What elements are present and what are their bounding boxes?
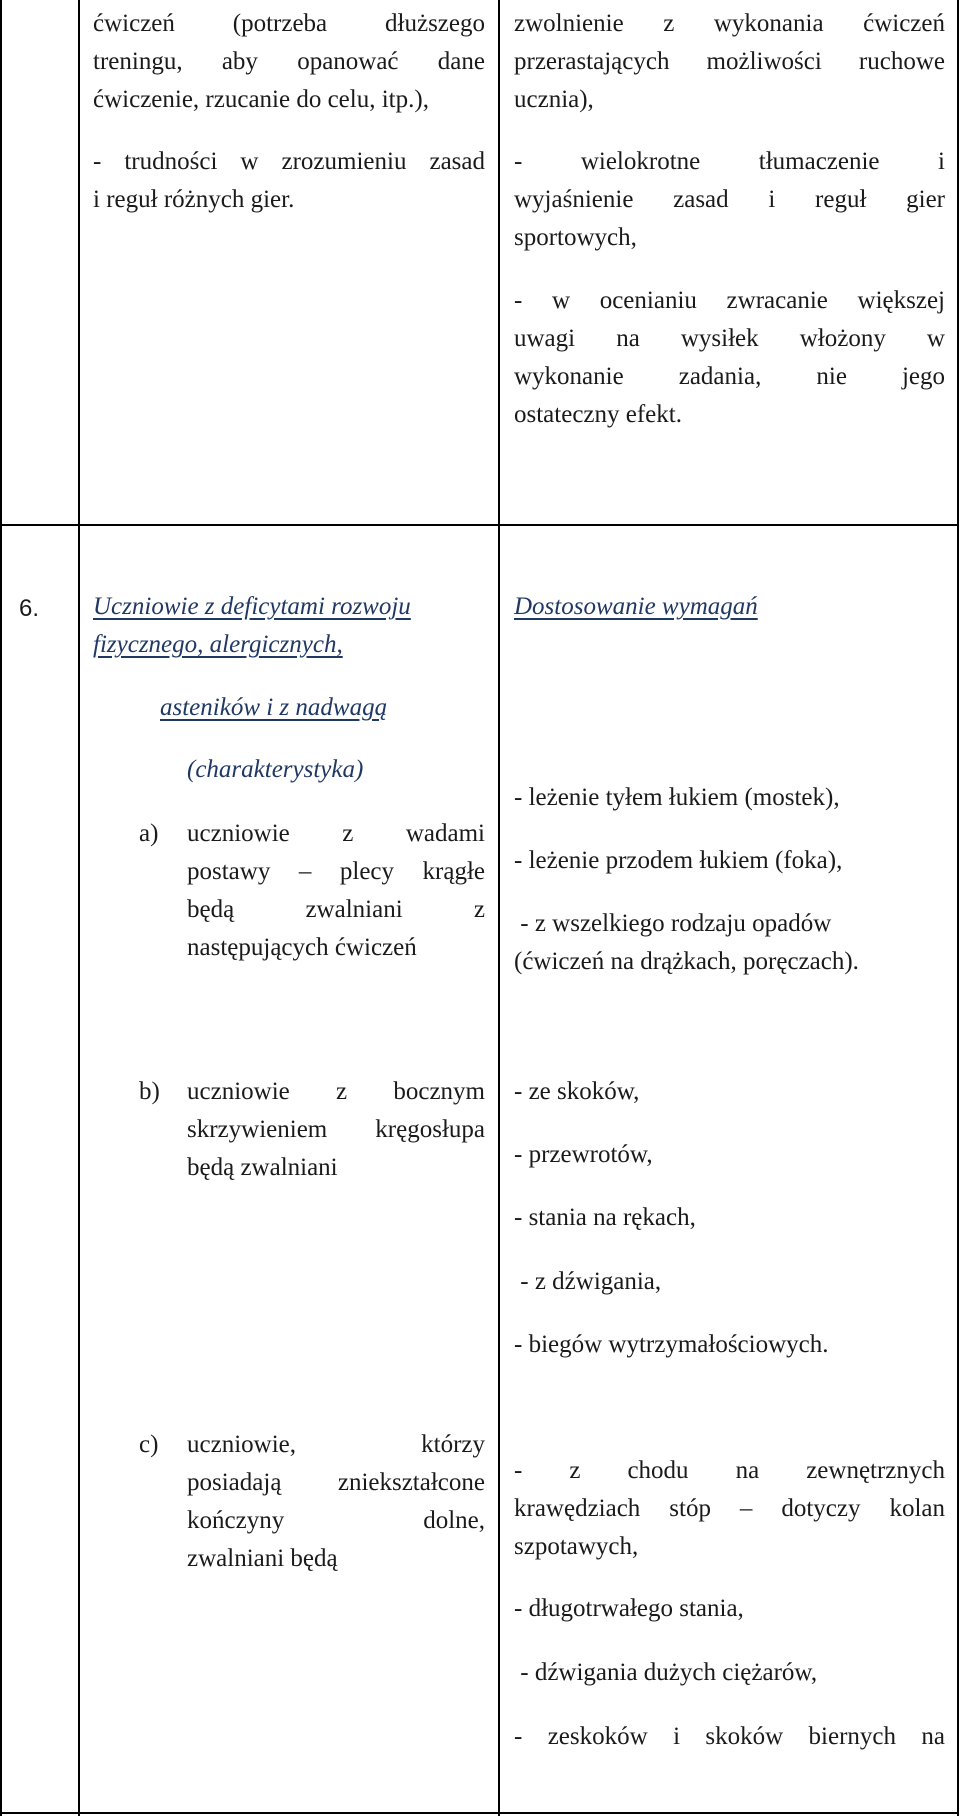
text-line: ćwiczeń (potrzeba dłuższego — [93, 10, 485, 37]
text-line: treningu, aby opanować dane — [93, 48, 485, 75]
row-number: 6. — [19, 595, 40, 622]
item-b-text — [187, 1073, 485, 1187]
b-requirement-5: - biegów wytrzymałościowych. — [514, 1331, 829, 1358]
text-line: uczniowie z bocznym — [187, 1078, 485, 1105]
row6-col3-heading: Dostosowanie wymagań — [514, 593, 758, 620]
text-line: następujących ćwiczeń — [187, 934, 417, 961]
text-line: będą zwalniani z — [187, 896, 485, 923]
text-line: wyjaśnienie zasad i reguł gier — [514, 186, 945, 213]
item-c-text — [187, 1426, 485, 1578]
table-border-bottom — [0, 1812, 959, 1814]
text-line: postawy – plecy krągłe — [187, 858, 485, 885]
row5-col2-paragraph-2 — [93, 143, 485, 219]
text-line: zwalniani będą — [187, 1545, 338, 1572]
c-requirement-1 — [514, 1452, 945, 1566]
item-a-label: a) — [139, 820, 159, 847]
row6-heading-line-2: fizycznego, alergicznych, — [93, 631, 343, 658]
text-line: kończyny dolne, — [187, 1507, 485, 1534]
b-requirement-3: - stania na rękach, — [514, 1204, 696, 1231]
row6-heading-line-1: Uczniowie z deficytami rozwoju — [93, 593, 411, 620]
a-requirement-3: - z wszelkiego rodzaju opadów — [514, 910, 832, 937]
row6-heading-line-3: asteników i z nadwagą — [160, 694, 388, 721]
c-requirement-3: - dźwigania dużych ciężarów, — [514, 1659, 818, 1686]
table-border-left — [0, 0, 2, 1816]
c-requirement-4: - zeskoków i skoków biernych na — [514, 1723, 945, 1750]
row6-subheading: (charakterystyka) — [187, 756, 364, 783]
text-line: ucznia), — [514, 86, 594, 113]
text-line: uczniowie, którzy — [187, 1431, 485, 1458]
b-requirement-4: - z dźwigania, — [514, 1268, 662, 1295]
text-line: - w ocenianiu zwracanie większej — [514, 287, 945, 314]
text-line: ćwiczenie, rzucanie do celu, itp.), — [93, 86, 429, 113]
c-requirement-2: - długotrwałego stania, — [514, 1595, 744, 1622]
text-line: posiadają zniekształcone — [187, 1469, 485, 1496]
item-c-label: c) — [139, 1431, 159, 1458]
text-line: przerastających możliwości ruchowe — [514, 48, 945, 75]
a-requirement-1: - leżenie tyłem łukiem (mostek), — [514, 784, 840, 811]
item-a-text — [187, 815, 485, 967]
b-requirement-2: - przewrotów, — [514, 1141, 653, 1168]
text-line: będą zwalniani — [187, 1154, 338, 1181]
text-line: szpotawych, — [514, 1533, 639, 1560]
text-line: uczniowie z wadami — [187, 820, 485, 847]
text-line: uwagi na wysiłek włożony w — [514, 325, 945, 352]
a-requirement-2: - leżenie przodem łukiem (foka), — [514, 847, 843, 874]
a-requirement-3-cont: (ćwiczeń na drążkach, poręczach). — [514, 948, 859, 975]
row5-col3-paragraph-1 — [514, 5, 945, 119]
text-line: skrzywieniem kręgosłupa — [187, 1116, 485, 1143]
text-line: krawędziach stóp – dotyczy kolan — [514, 1495, 945, 1522]
text-line: - z chodu na zewnętrznych — [514, 1457, 945, 1484]
text-line: ostateczny efekt. — [514, 401, 682, 428]
table-row-divider — [0, 524, 959, 526]
table-border-col2 — [498, 0, 500, 1816]
row5-col2-paragraph-1 — [93, 5, 485, 119]
text-line: i reguł różnych gier. — [93, 186, 295, 213]
row5-col3-paragraph-3 — [514, 282, 945, 434]
text-line: wykonanie zadania, nie jego — [514, 363, 945, 390]
text-line: zwolnienie z wykonania ćwiczeń — [514, 10, 945, 37]
text-line: - trudności w zrozumieniu zasad — [93, 148, 485, 175]
table-border-col1 — [78, 0, 80, 1816]
table-border-right — [957, 0, 959, 1816]
row5-col3-paragraph-2 — [514, 143, 945, 257]
text-line: sportowych, — [514, 224, 637, 251]
text-line: - wielokrotne tłumaczenie i — [514, 148, 945, 175]
item-b-label: b) — [139, 1078, 160, 1105]
b-requirement-1: - ze skoków, — [514, 1078, 640, 1105]
